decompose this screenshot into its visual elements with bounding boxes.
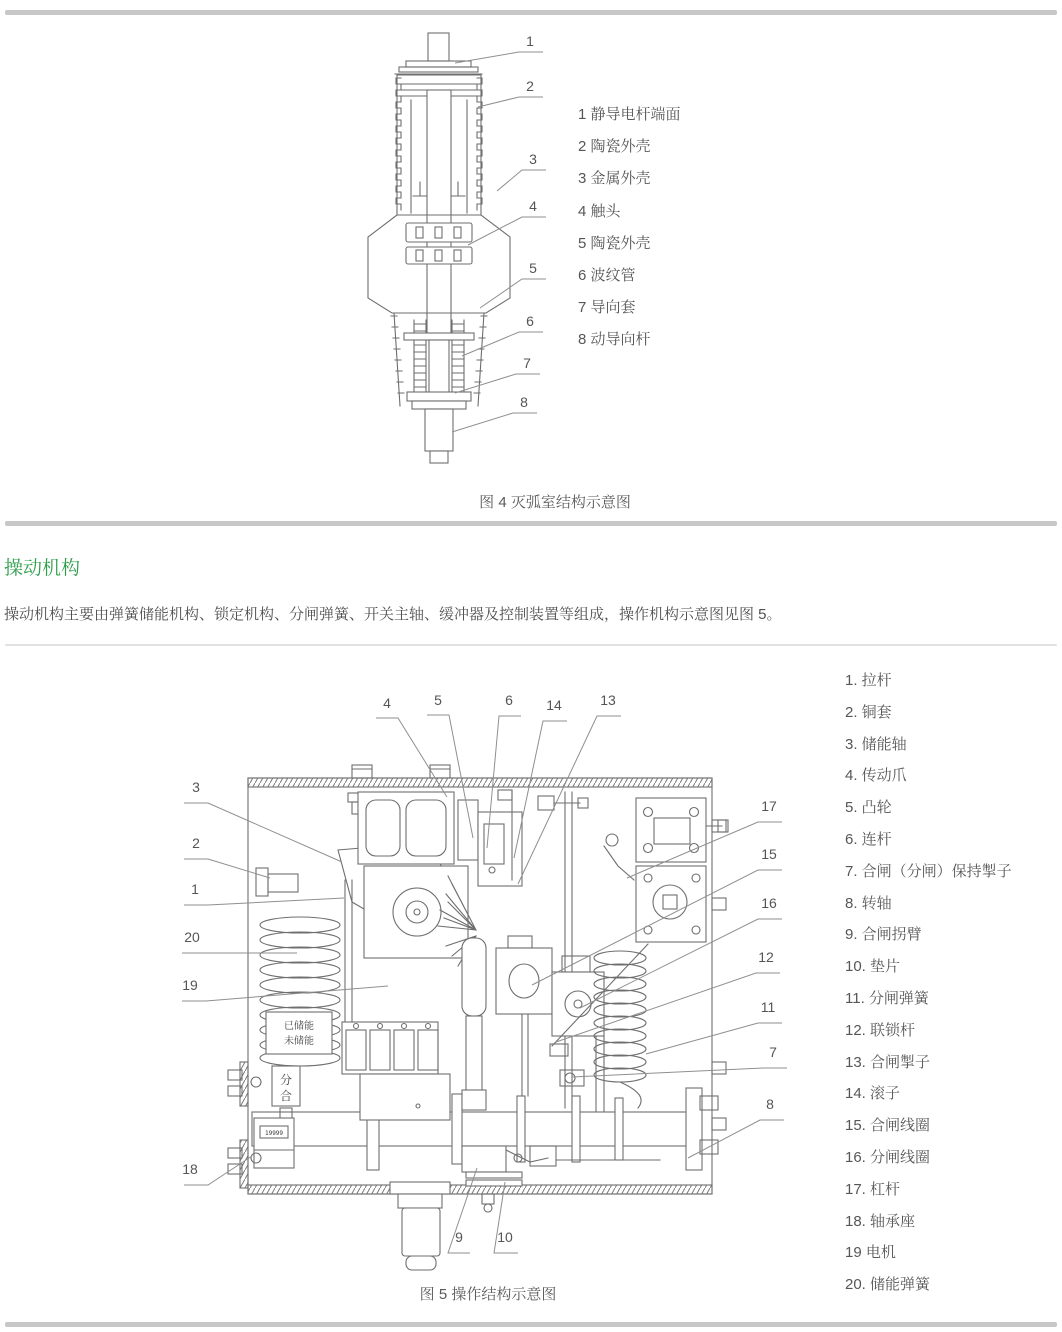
section-heading: 操动机构 [4,558,81,579]
moving-guide-rod [425,409,453,463]
figure5-mechanism-drawing [170,650,810,1275]
callout-number: 5 [434,692,442,708]
callout-number: 10 [497,1229,513,1245]
figure4-label: 1 静导电杆端面 [578,106,681,123]
figure5-label: 6. 连杆 [845,830,892,848]
callout-number: 12 [758,949,774,965]
right-wall-bolts [712,820,726,1130]
figure5-label: 4. 传动爪 [845,767,907,785]
figure5-label: 11. 分闸弹簧 [845,989,929,1007]
figure5-label: 15. 合闸线圈 [845,1117,931,1135]
figure5-label: 12. 联锁杆 [845,1021,916,1039]
relay-block [342,1022,450,1120]
figure4-label: 6 波纹管 [578,267,636,285]
callout-number: 16 [761,895,777,911]
bottom-divider [5,1322,1057,1327]
figure5-label: 10. 垫片 [845,958,901,976]
callout-number: 5 [529,260,537,276]
callout-number: 9 [455,1229,463,1245]
figure5-label: 14. 滚子 [845,1085,901,1103]
callout-number: 20 [184,929,200,945]
callout-number: 2 [526,78,534,94]
callout-number: 1 [191,881,199,897]
callout-leader-line [468,217,546,245]
callout-number: 8 [766,1096,774,1112]
figure5-label: 1. 拉杆 [845,672,892,689]
main-shaft [252,1112,700,1146]
figure4-label: 7 导向套 [578,299,636,317]
callout-number: 6 [526,313,534,329]
figure5-label: 8. 转轴 [845,894,892,912]
callout-number: 14 [546,697,562,713]
callout-number: 2 [192,835,200,851]
callout-leader-line [182,986,388,1001]
closing-coil [496,936,552,1014]
crank-arm-bottom [462,1146,660,1212]
callout-leader-line [452,413,537,432]
callout-number: 7 [523,355,531,371]
callout-number: 3 [529,151,537,167]
center-link [462,938,486,1110]
figure5-label: 19 电机 [845,1244,896,1262]
figure4-label-list [578,99,681,357]
figure4-label: 2 陶瓷外壳 [578,138,651,156]
figure5-label: 13. 合闸掣子 [845,1053,931,1071]
callout-number: 6 [505,692,513,708]
callout-number: 3 [192,779,200,795]
figure5-label: 5. 凸轮 [845,799,892,817]
close-label: 合 [279,1089,293,1103]
latch-box-right [636,866,706,942]
charge-indicator-box [266,1012,332,1054]
callout-number: 4 [383,695,391,711]
callout-number: 11 [760,999,776,1015]
paragraph-divider [5,644,1057,646]
callout-leader-line [478,97,543,107]
callout-number: 19 [182,977,198,993]
callout-number: 13 [600,692,616,708]
callout-number: 4 [529,198,537,214]
callout-leader-line [497,170,546,191]
figure5-label: 18. 轴承座 [845,1212,916,1230]
figure4-label: 4 触头 [578,202,621,220]
figure5-caption: 图 5 操作结构示意图 [419,1286,557,1303]
callout-leader-line [455,374,540,393]
top-divider [5,10,1057,15]
section-paragraph: 操动机构主要由弹簧储能机构、锁定机构、分闸弹簧、开关主轴、缓冲器及控制装置等组成，操作机构示意图见图 5。 [4,606,782,623]
callout-number: 1 [526,33,534,49]
callout-number: 18 [182,1161,198,1177]
motor [390,1182,450,1270]
figure4-label: 8 动导向杆 [578,331,651,349]
figure4-caption: 图 4 灭弧室结构示意图 [479,494,631,511]
figure5-label: 7. 合闸（分闸）保持掣子 [845,862,1012,880]
charged-label: 已储能 [284,1021,314,1032]
figure5-label: 2. 铜套 [845,703,892,721]
figure4-label: 5 陶瓷外壳 [578,234,651,252]
uncharged-label: 未储能 [284,1036,314,1047]
callout-number: 17 [761,798,777,814]
figure5-label: 17. 杠杆 [845,1180,901,1198]
open-label: 分 [279,1073,293,1087]
counter-digits: 19999 [264,1130,284,1137]
figure4-interrupter-drawing [330,25,580,485]
callout-leader-line [184,803,342,862]
callout-leader-line [646,1023,782,1054]
callout-leader-line [518,716,621,884]
figure5-label: 9. 合闸拐臂 [845,926,922,944]
figure5-label: 16. 分闸线圈 [845,1148,931,1166]
figure5-label-list [845,665,1012,1301]
callout-number: 15 [761,846,777,862]
section-divider [5,521,1057,526]
callout-leader-line [480,279,546,308]
guide-sleeve [407,392,471,409]
static-stem [395,33,482,74]
mid-flange [404,333,474,340]
figure5-label: 20. 储能弹簧 [845,1276,931,1294]
callout-number: 7 [769,1044,777,1060]
figure5-label: 3. 储能轴 [845,735,907,753]
callout-number: 8 [520,394,528,410]
callout-leader-line [184,898,344,905]
figure4-label: 3 金属外壳 [578,170,651,188]
